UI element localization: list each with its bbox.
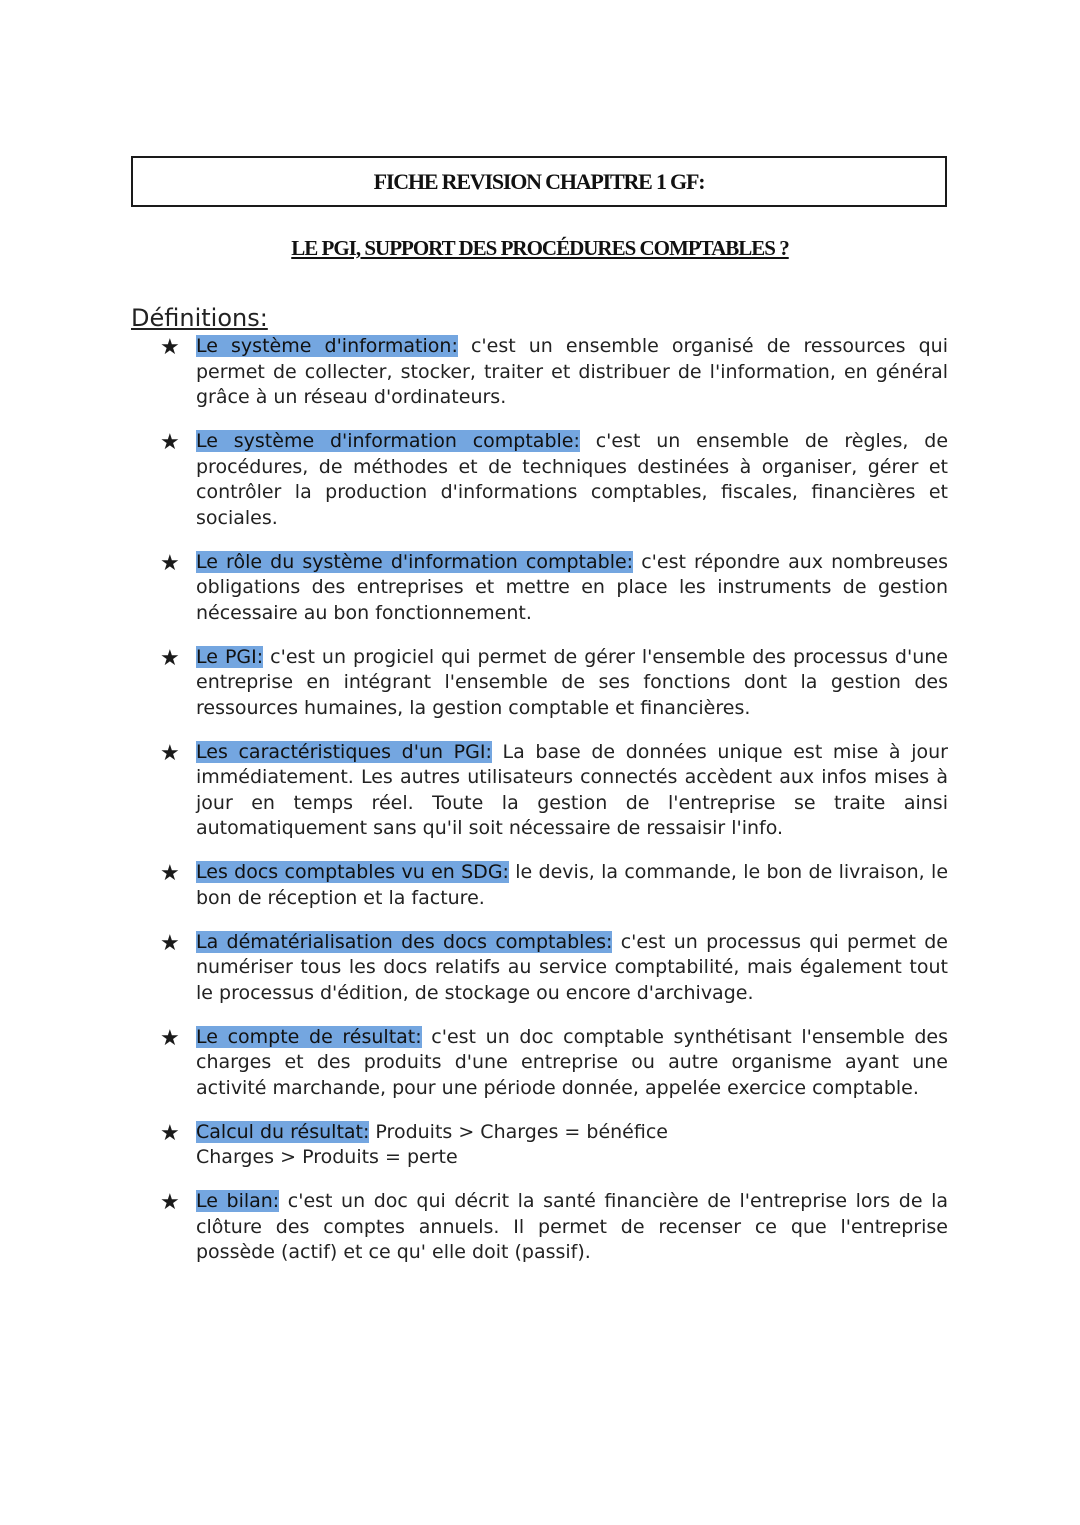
star-icon: ★: [160, 740, 180, 766]
section-heading: Définitions:: [131, 304, 268, 332]
definition-text: c'est un doc comptable synthétisant l'ensemble des charges et des produits d'une entreprise ou autre organisme ayant une activité marchande, pour une période donnée, appelée exercice comptable.: [196, 1025, 948, 1099]
definition-text: le devis, la commande, le bon de livraison, le bon de réception et la facture.: [196, 861, 949, 909]
definition-text: c'est répondre aux nombreuses obligations des entreprises et mettre en place les instruments de gestion nécessaire au bon fonctionnement.: [196, 550, 948, 624]
star-icon: ★: [160, 930, 180, 956]
definition-term: Le système d'information comptable:: [196, 430, 580, 452]
definition-item: [160, 645, 948, 722]
definition-item: [160, 740, 948, 842]
star-icon: ★: [160, 1190, 180, 1215]
definition-item: [160, 550, 948, 627]
star-icon: ★: [160, 430, 180, 455]
definition-item: [160, 1025, 948, 1102]
star-icon: ★: [160, 1120, 180, 1146]
definition-item: [160, 429, 948, 531]
definition-item: [160, 930, 948, 1007]
star-icon: ★: [160, 550, 180, 576]
definition-text: La base de données unique est mise à jour immédiatement. Les autres utilisateurs connectés accèdent aux infos mises à jour en temps réel. Toute la gestion de l'entreprise se traite ainsi automatiquement sans qu'il soit nécessaire de ressaisir l'info.: [196, 740, 948, 839]
definition-text: c'est un doc qui décrit la santé financière de l'entreprise lors de la clôture des comptes annuels. Il permet de recenser ce que l'entreprise possède (actif) et ce qu' elle doit (passif).: [196, 1190, 949, 1263]
definition-term: Le système d'information:: [196, 335, 458, 357]
formula-line-2: Charges > Produits = perte: [196, 1146, 458, 1168]
formula-line-1: [196, 1120, 948, 1146]
page-subtitle: LE PGI, SUPPORT DES PROCÉDURES COMPTABLES ?: [291, 236, 789, 260]
definition-term: Les docs comptables vu en SDG:: [196, 861, 509, 883]
star-icon: ★: [160, 861, 180, 886]
definition-item: [160, 1189, 948, 1266]
definition-text: Produits > Charges = bénéfice: [369, 1120, 668, 1143]
definition-term: Les caractéristiques d'un PGI:: [196, 740, 492, 763]
star-icon: ★: [160, 335, 180, 360]
definition-item-formula: [160, 1120, 948, 1171]
definition-text: c'est un ensemble organisé de ressources qui permet de collecter, stocker, traiter et distribuer de l'information, en général grâce à un réseau d'ordinateurs.: [196, 335, 948, 408]
definition-term: La dématérialisation des docs comptables:: [196, 930, 613, 953]
definition-term: Le bilan:: [196, 1190, 280, 1212]
definition-text: c'est un progiciel qui permet de gérer l'ensemble des processus d'une entreprise en intégrant l'ensemble de ses fonctions dont la gestion des ressources humaines, la gestion comptable et financières.: [196, 645, 948, 719]
definition-item: [160, 860, 948, 911]
star-icon: ★: [160, 1025, 180, 1051]
definition-term: Calcul du résultat:: [196, 1120, 370, 1143]
star-icon: ★: [160, 645, 180, 671]
definition-item: [160, 334, 948, 411]
definitions-list: [160, 334, 948, 1284]
title-box: [131, 156, 947, 207]
definition-term: Le compte de résultat:: [196, 1025, 422, 1048]
definition-text: c'est un processus qui permet de numériser tous les docs relatifs au service comptabilité, mais également tout le processus d'édition, de stockage ou encore d'archivage.: [196, 930, 948, 1004]
definition-term: Le PGI:: [196, 645, 264, 668]
definition-text: c'est un ensemble de règles, de procédures, de méthodes et de techniques destinées à organiser, gérer et contrôler la production d'informations comptables, fiscales, financières et sociales.: [196, 430, 949, 529]
page-title: FICHE REVISION CHAPITRE 1 GF:: [373, 168, 705, 194]
definition-term: Le rôle du système d'information comptable:: [196, 550, 634, 573]
